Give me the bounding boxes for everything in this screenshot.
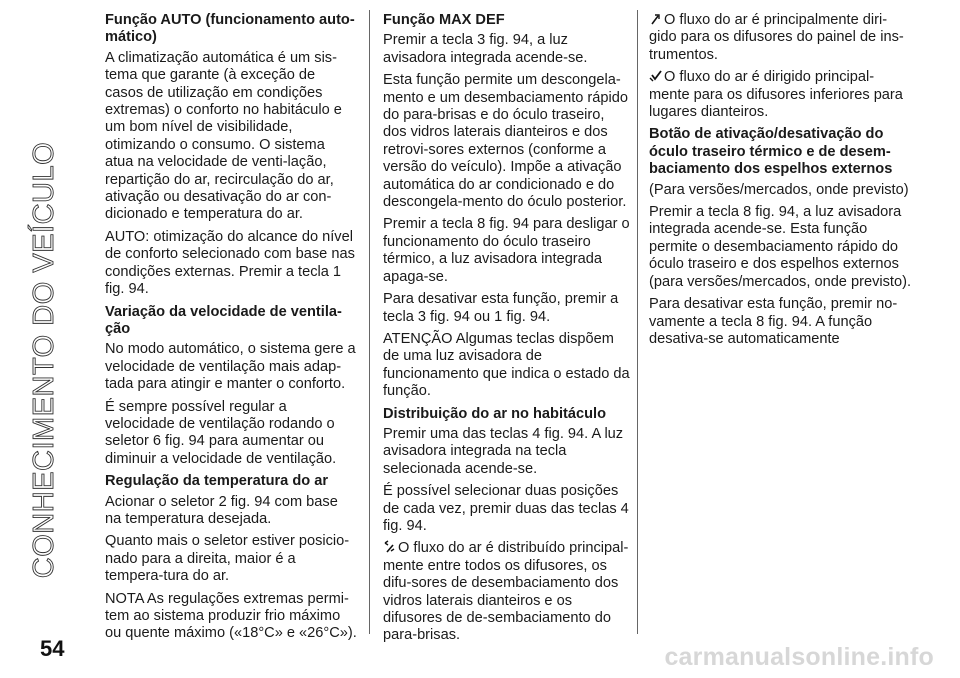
paragraph: Premir a tecla 8 fig. 94, a luz avisadora integrada acende-se. Esta função permite o desembaciamento rápido do óculo traseiro e dos espelhos externos (para versões/mercados, onde previsto). [649,204,911,290]
paragraph: Esta função permite um descongela-mento e um desembaciamento rápido do para-brisas e do óculo traseiro, dos vidros laterais dianteiros e dos retrovi-sores externos (conforme a versão do veículo). Impõe a ativação automática do ar condicionado e do descongela-mento do óculo posterior. [383,72,628,211]
airflow-all-icon [383,540,396,553]
heading-fan-speed: Variação da velocidade de ventila-ção [105,303,342,337]
paragraph: Acionar o seletor 2 fig. 94 com base na temperatura desejada. [105,493,338,527]
watermark: carmanualsonline.info [664,643,934,671]
paragraph: É possível selecionar duas posições de cada vez, premir duas das teclas 4 fig. 94. [383,483,629,534]
paragraph: (Para versões/mercados, onde previsto) [649,181,909,198]
column-1 [105,12,357,648]
page-number: 54 [40,636,65,661]
auto-text: : otimização do alcance do nível de conforto selecionado com base nas condições externas. Premir a tecla 1 fig. 94. [105,228,355,298]
paragraph-auto [105,229,357,299]
column-2 [383,12,631,650]
heading-max-def: Função MAX DEF [383,12,505,28]
column-3 [649,12,911,353]
airflow-dashboard-icon [649,12,662,25]
airflow-feet-icon [649,69,662,82]
paragraph: Quanto mais o seletor estiver posicio-nado para a direita, maior é a tempera-tura do ar. [105,533,350,585]
section-side-title: CONHECIMENTO DO VEÍCULO [28,141,60,579]
column-divider [637,10,638,634]
paragraph: Premir uma das teclas 4 fig. 94. A luz avisadora integrada na tecla selecionada acende-se. [383,425,624,477]
paragraph: Para desativar esta função, premir no-vamente a tecla 8 fig. 94. A função desativa-se automaticamente [649,296,898,347]
heading-air-temperature: Regulação da temperatura do ar [105,473,329,490]
heading-air-distribution: Distribuição do ar no habitáculo [383,405,606,422]
paragraph-airflow-dashboard [649,12,911,64]
column-divider [369,10,370,634]
auto-label: AUTO [105,228,146,245]
paragraph-airflow-feet [649,69,911,121]
airflow-feet-text: O fluxo do ar é dirigido principal-mente para os difusores inferiores para lugares dianteiros. [649,69,903,121]
paragraph: Premir a tecla 3 fig. 94, a luz avisadora integrada acende-se. [383,32,588,66]
heading-rear-defroster-button: Botão de ativação/desativação do óculo traseiro térmico e de desem-baciamento dos espelhos externos [649,126,893,178]
paragraph-airflow-all [383,540,631,644]
paragraph: Para desativar esta função, premir a tecla 3 fig. 94 ou 1 fig. 94. [383,291,619,325]
airflow-dashboard-text: O fluxo do ar é principalmente diri-gido para os difusores do painel de ins-trumentos. [649,12,904,63]
airflow-all-text: O fluxo do ar é distribuído principal-mente entre todos os difusores, os difu-sores de desembaciamento dos vidros laterais dianteiros e os difusores de de-sembaciamento do para-brisas. [383,540,629,644]
paragraph: Premir a tecla 8 fig. 94 para desligar o funcionamento do óculo traseiro térmico, a luz avisadora integrada apaga-se. [383,216,630,285]
paragraph: No modo automático, o sistema gere a velocidade de ventilação mais adap-tada para atingir e manter o conforto. [105,341,356,393]
attention-paragraph: ATENÇÃO Algumas teclas dispõem de uma luz avisadora de funcionamento que indica o estado da função. [383,330,630,400]
paragraph: É sempre possível regular a velocidade de ventilação rodando o seletor 6 fig. 94 para aumentar ou diminuir a velocidade de ventilação. [105,398,337,467]
note-paragraph: NOTA As regulações extremas permi-tem ao sistema produzir frio máximo ou quente máximo («18°C» e «26°C»). [105,590,357,642]
paragraph: A climatização automática é um sis-tema que garante (à exceção de casos de utilização em condições extremas) o conforto no habitáculo e um bom nível de visibilidade, otimizando o consumo. O sistema atua na velocidade de venti-lação, repartição do ar, recirculação do ar, ativação ou desativação do ar con-dicionado e temperatura do ar. [105,49,342,223]
heading-auto-function: Função AUTO (funcionamento auto-mático) [105,12,355,46]
